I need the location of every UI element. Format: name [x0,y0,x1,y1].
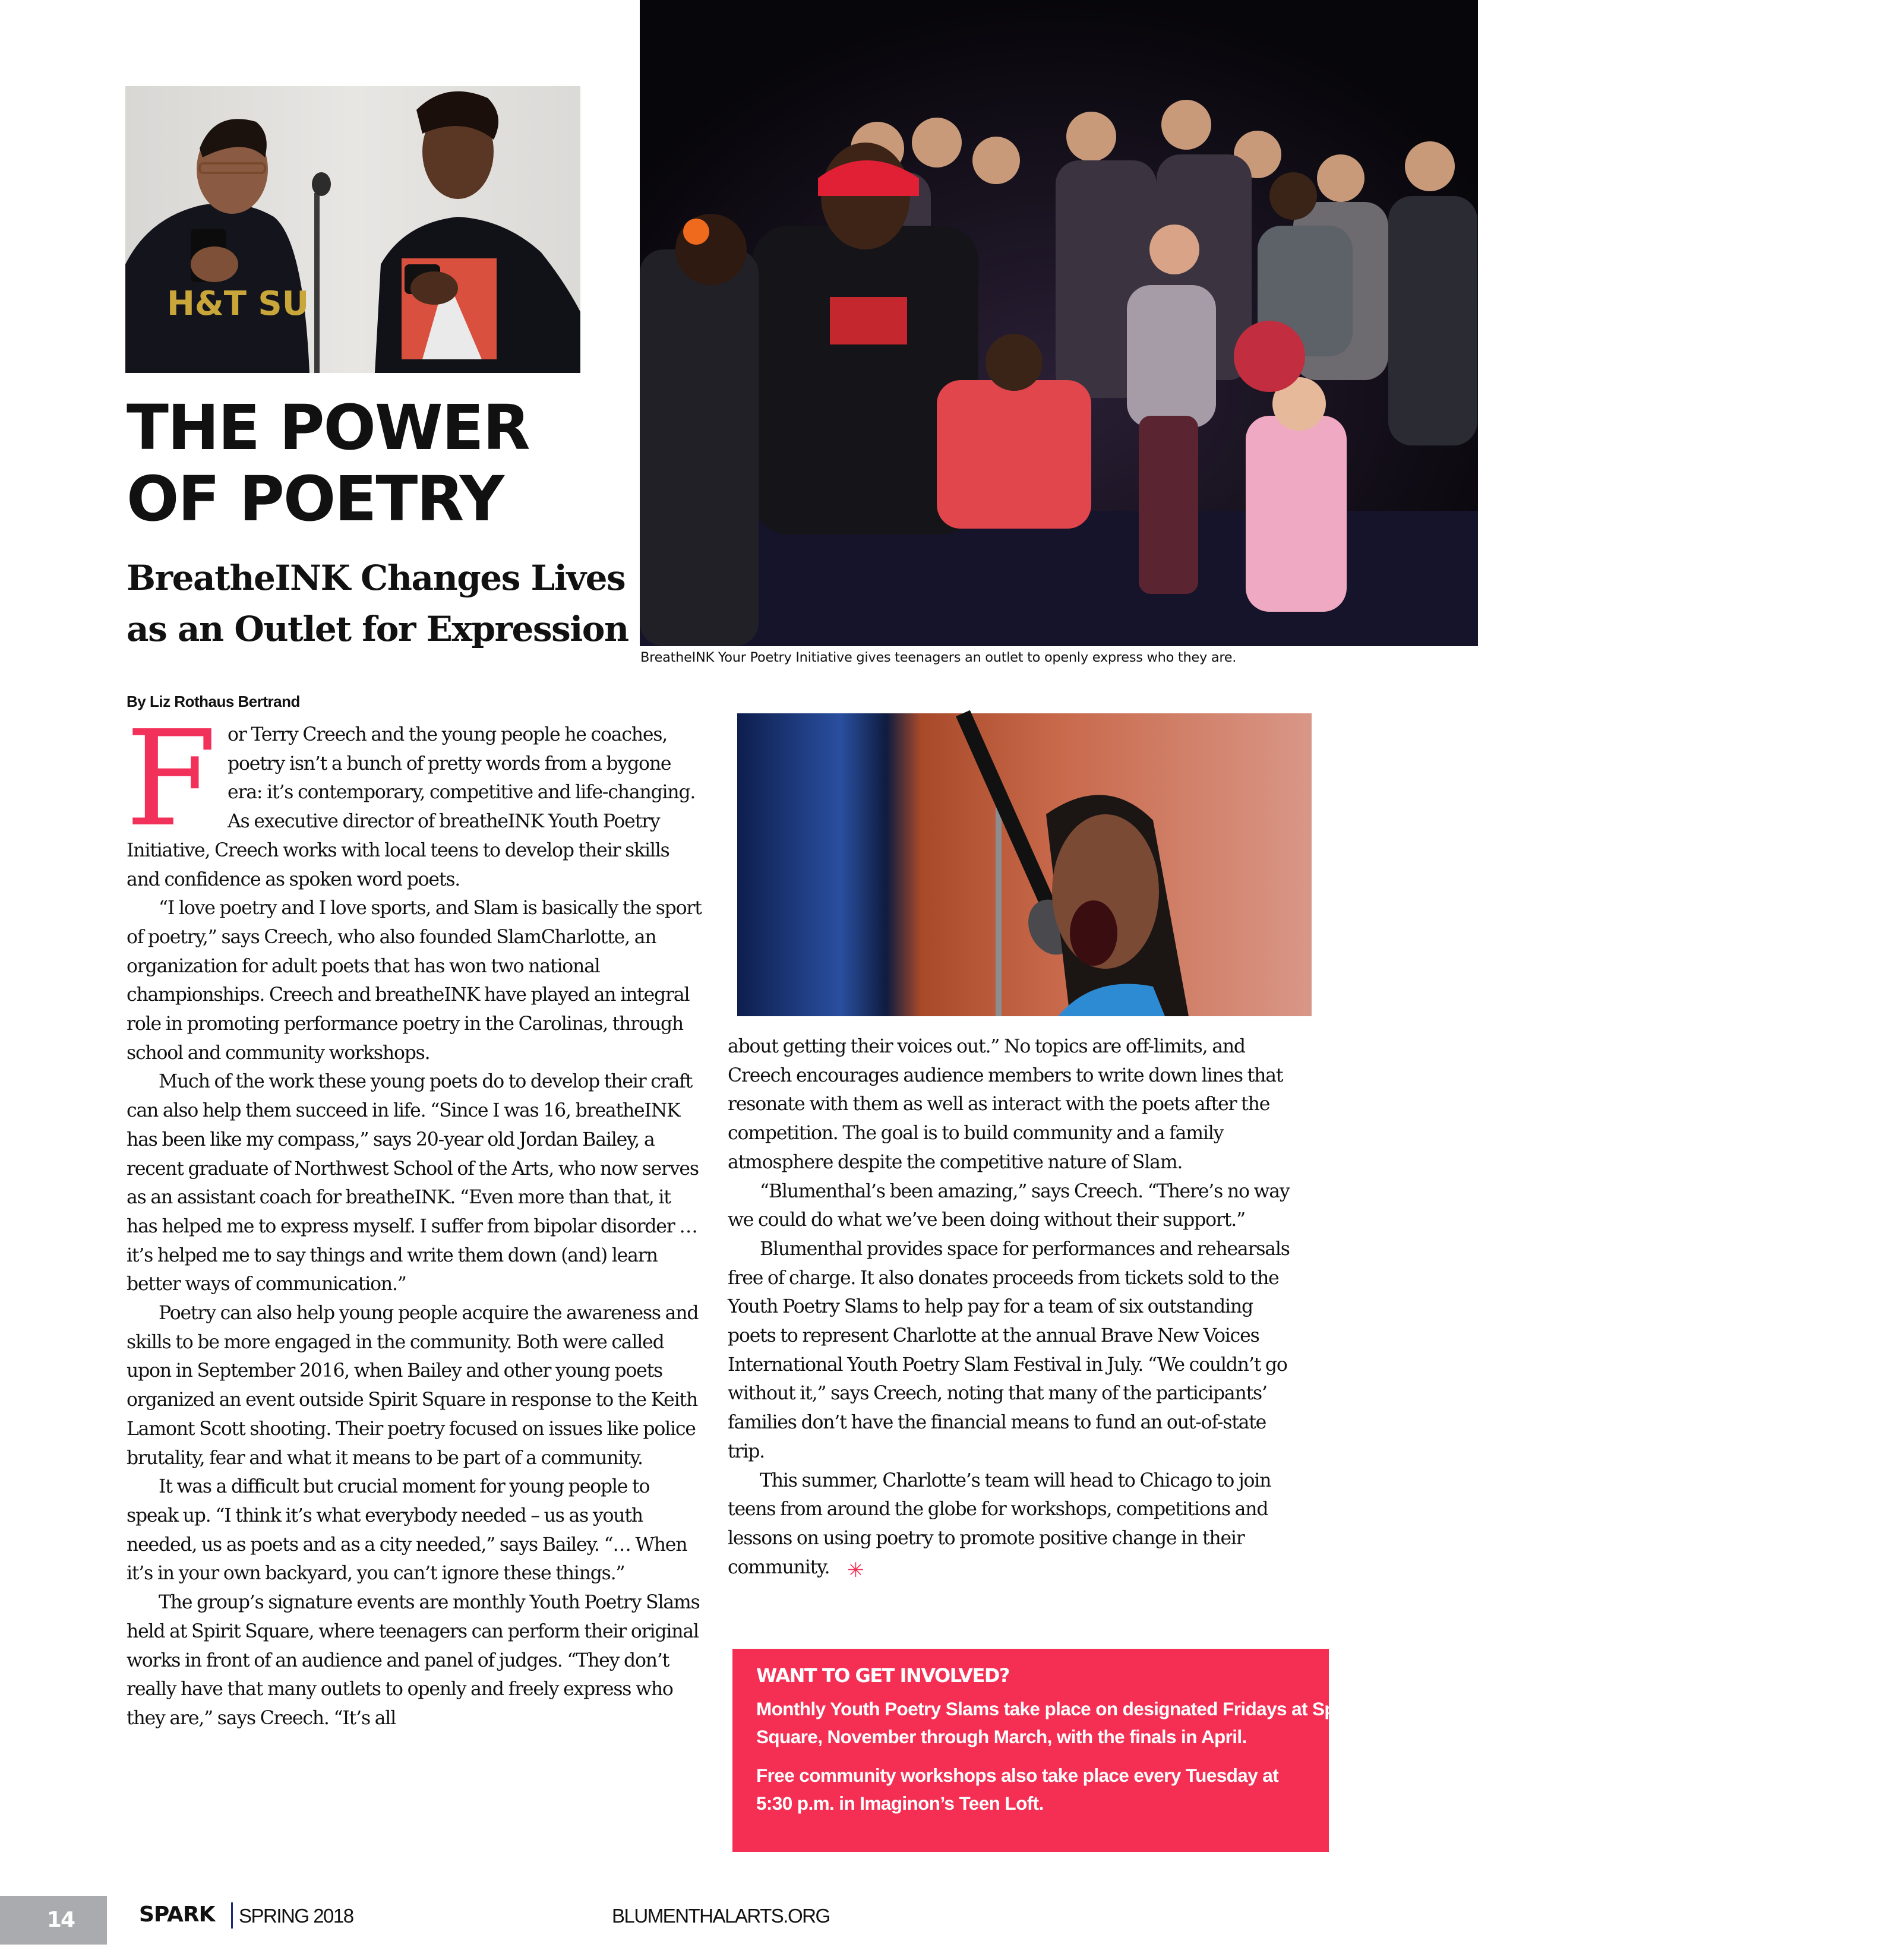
drop-cap: F [125,703,217,856]
paragraph: about getting their voices out.” No topics are off-limits, and Creech encourages audience members to write down lines that resonate with them as well as interact with the poets after the competition. The goal is to build community and a family atmosphere despite the competitive nature of Slam. [728,1036,1283,1173]
paragraph [125,703,703,894]
svg-text:H&T SU: H&T SU [167,284,309,323]
paragraph-text: This summer, Charlotte’s team will head to Chicago to join teens from around the globe for workshops, competitions and lessons on using poetry to promote positive change in their community. [728,1469,1271,1578]
article-title [127,392,529,535]
callout-paragraph-slams [756,1695,1358,1751]
paragraph: “I love poetry and I love sports, and Slam is basically the sport of poetry,” says Creech, who also founded SlamCharlotte, an organization for adult poets that has won two national championships. Creech and breatheINK have played an integral role in promoting performance poetry in the Carolinas, through school and community workshops. [127,897,702,1064]
photo-credit: PHOTOS COURTESY OF BREATHEINK [1818,608,1892,662]
footer-divider [231,1902,233,1929]
photo-caption: BreatheINK Your Poetry Initiative gives teenagers an outlet to openly express who they are. [640,650,1237,665]
callout-line: Free community workshops also take place every Tuesday at [756,1765,1279,1786]
callout-heading: WANT TO GET INVOLVED? [756,1664,1009,1687]
paragraph: Poetry can also help young people acquire the awareness and skills to be more engaged in the community. Both were called upon in September 2016, when Bailey and other young poets organized an event outside Spirit Square in response to the Keith Lamont Scott shooting. Their poetry focused on issues like police brutality, fear and what it means to be part of a community. [127,1303,699,1469]
photo-group-illustration [640,0,1478,646]
photo-performer [737,713,1312,1016]
subtitle-line-1: BreatheINK Changes Lives [127,558,626,598]
get-involved-callout [732,1649,1358,1852]
paragraph: Much of the work these young poets do to develop their craft can also help them succeed in life. “Since I was 16, breatheINK has been like my compass,” says 20-year old Jordan Bailey, a recent graduate of Northwest School of the Arts, who now serves as an assistant coach for breatheINK. “Even more than that, it has helped me to express myself. I suffer from bipolar disorder … it’s helped me to say things and write them down (and) learn better ways of communication.” [127,1071,699,1295]
article-column-right [728,1032,1304,1585]
callout-line: Square, November through March, with the finals in April. [756,1726,1247,1747]
article-subtitle [127,552,628,655]
page-number-box [0,1896,107,1945]
paragraph: It was a difficult but crucial moment for young people to speak up. “I think it’s what everybody needed – us as youth needed, us as poets and as a city needed,” says Bailey. “… When it’s in your own backyard, you can’t ignore these things.” [127,1476,687,1585]
paragraph [728,1466,1304,1585]
callout-line: Monthly Youth Poetry Slams take place on designated Fridays at Spirit [756,1698,1358,1719]
title-line-1: THE POWER [127,391,529,464]
paragraph: The group’s signature events are monthly Youth Poetry Slams held at Spirit Square, where teenagers can perform their original works in front of an audience and panel of judges. “They don’t really have that many outlets to openly and freely express who they are,” says Creech. “It’s all [127,1592,700,1729]
paragraph-text: or Terry Creech and the young people he coaches, poetry isn’t a bunch of pretty words from a bygone era: it’s contemporary, competitive and life-changing. As executive director of breatheINK Youth Poetry Initiative, Creech works with local teens to develop their skills and confidence as spoken word poets. [127,724,696,890]
subtitle-line-2: as an Outlet for Expression [127,609,628,649]
page-number: 14 [46,1908,74,1932]
end-mark-asterisk-icon: ✳ [847,1558,864,1582]
callout-line: 5:30 p.m. in Imaginon’s Teen Loft. [756,1793,1044,1814]
title-line-2: OF POETRY [127,463,503,535]
article-column-left [125,703,703,1733]
magazine-name: SPARK [139,1902,215,1927]
byline: By Liz Rothaus Bertrand [127,693,300,710]
website-url: BLUMENTHALARTS.ORG [612,1905,830,1927]
paragraph: “Blumenthal’s been amazing,” says Creech. “There’s no way we could do what we’ve been doing without their support.” [728,1180,1290,1231]
issue-date: SPRING 2018 [239,1905,353,1927]
callout-paragraph-workshops [756,1762,1278,1817]
photo-performer-illustration [737,713,1312,1016]
photo-teen-poets [125,86,580,373]
photo-teen-poets-illustration [125,86,580,373]
paragraph: Blumenthal provides space for performances and rehearsals free of charge. It also donates proceeds from tickets sold to the Youth Poetry Slams to help pay for a team of six outstanding poets to represent Charlotte at the annual Brave New Voices International Youth Poetry Slam Festival in July. “We couldn’t go without it,” says Creech, noting that many of the participants’ families don’t have the financial means to fund an out-of-state trip. [728,1238,1290,1462]
